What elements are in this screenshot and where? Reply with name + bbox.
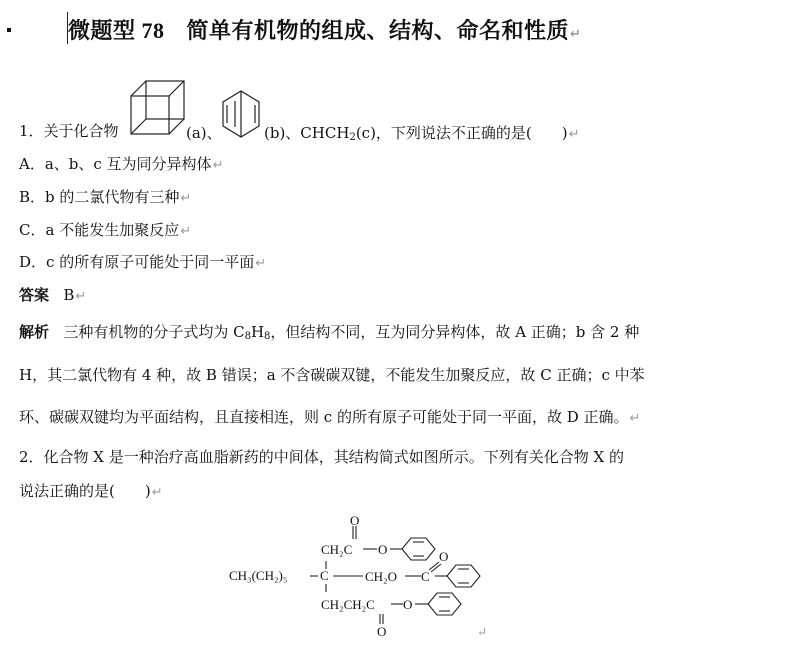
alkyl-chain-label: CH₃(CH₂)₅	[229, 568, 288, 583]
q2-stem-line-1: 2．化合物 X 是一种治疗高血脂新药的中间体，其结构简式如图所示。下列有关化合物 X 的	[19, 448, 624, 466]
q1-label-a: (a)、	[186, 124, 222, 142]
top-oxygen-label: O	[350, 513, 360, 528]
middle-carbonyl-oxygen-label: O	[439, 549, 449, 564]
bottom-oxygen-label: O	[377, 624, 387, 639]
q1-option-c: C．a 不能发生加聚反应↵	[19, 221, 192, 239]
bottom-ester-oxygen-label: O	[403, 597, 413, 612]
q1-option-d: D．c 的所有原子可能处于同一平面↵	[19, 253, 267, 271]
page-title: 微题型 78 简单有机物的组成、结构、命名和性质↵	[68, 18, 582, 44]
paragraph-mark: ↵	[477, 625, 488, 639]
q1-label-bc: (b)、$CHCH_2(c)$，下列说法不正确的是( )↵	[264, 124, 580, 143]
q2-stem-line-2: 说法正确的是( )↵	[19, 482, 163, 500]
q1-analysis-line-2: H，其二氯代物有 4 种，故 B 错误；a 不含碳碳双键，不能发生加聚反应，故 C 正确；c 中苯	[19, 366, 645, 384]
bullet-marker	[7, 28, 11, 32]
central-carbon-label: C	[320, 568, 329, 583]
q1-analysis-line-1: 解析 三种有机物的分子式均为 $C_8H_8$，但结构不同，互为同分异构体，故 A 正确；b 含 2 种	[19, 323, 640, 342]
top-ester-oxygen-label: O	[378, 542, 388, 557]
q1-stem-start: 1．关于化合物	[19, 122, 119, 140]
bottom-chain-label: CH₂CH₂C	[321, 597, 375, 612]
q1-answer: 答案 B↵	[19, 286, 87, 304]
middle-carbonyl-carbon-label: C	[421, 569, 430, 584]
middle-chain-label: CH₂O	[365, 569, 397, 584]
cubane-structure	[128, 78, 190, 138]
barrelene-structure	[218, 88, 264, 140]
compound-x-structure	[225, 512, 495, 642]
q1-analysis-line-3: 环、碳碳双键均为平面结构，且直接相连，则 c 的所有原子可能处于同一平面，故 D 正确。↵	[19, 408, 641, 426]
q1-option-a: A．a、b、c 互为同分异构体↵	[19, 155, 224, 173]
q1-option-b: B．b 的二氯代物有三种↵	[19, 188, 192, 206]
top-chain-label: CH₂C	[321, 542, 353, 557]
